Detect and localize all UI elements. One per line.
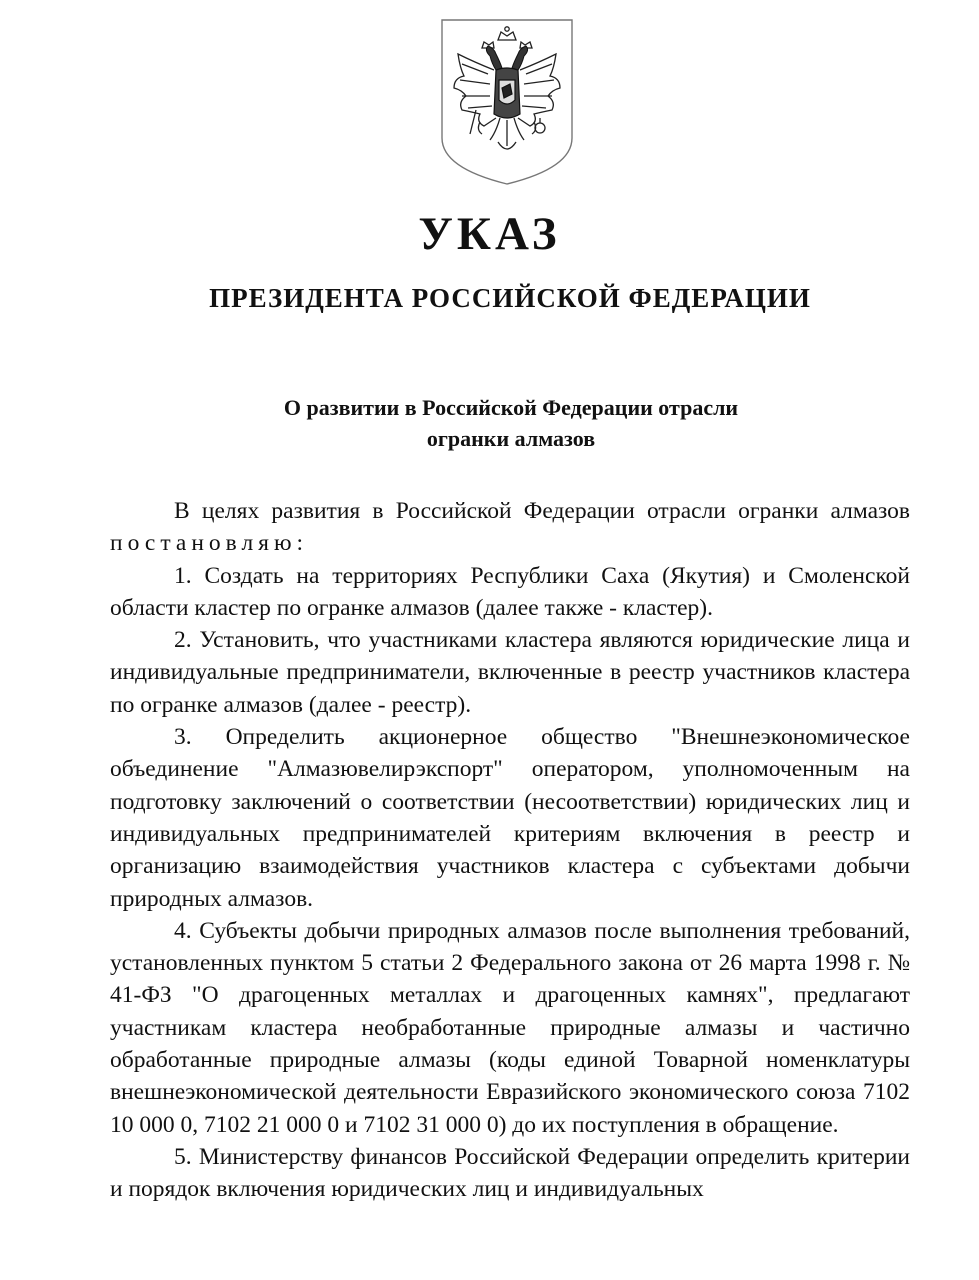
- decree-heading: [0, 392, 979, 454]
- coat-of-arms-icon: [440, 18, 574, 186]
- paragraph-3: 3. Определить акционерное общество "Внешнеэкономическое объединение "Алмазювелирэкспорт" оператором, уполномоченным на подготовку заключений о соответствии (несоответствии) юридических лиц и индивидуальных предпринимателей критериям включения в реестр и организацию взаимодействия участников кластера с субъектами добычи природных алмазов.: [110, 724, 910, 912]
- decree-heading-line-1: О развитии в Российской Федерации отрасли: [283, 395, 739, 420]
- intro-paragraph: [110, 495, 910, 560]
- decree-colon: :: [296, 530, 304, 557]
- decree-body: [110, 495, 910, 1206]
- document-type-title: УКАЗ: [418, 208, 561, 260]
- decree-word: постановляю: [110, 530, 297, 557]
- issuer-subtitle: ПРЕЗИДЕНТА РОССИЙСКОЙ ФЕДЕРАЦИИ: [209, 283, 811, 313]
- paragraph-2: 2. Установить, что участниками кластера являются юридические лица и индивидуальные предприниматели, включенные в реестр участников кластера по огранке алмазов (далее - реестр).: [110, 627, 910, 718]
- paragraph-1: 1. Создать на территориях Республики Саха (Якутия) и Смоленской области кластер по огранке алмазов (далее также - кластер).: [110, 562, 910, 621]
- intro-text: В целях развития в Российской Федерации отрасли огранки алмазов: [174, 498, 910, 524]
- decree-heading-line-2: огранки алмазов: [426, 426, 596, 451]
- paragraph-4: 4. Субъекты добычи природных алмазов после выполнения требований, установленных пунктом 5 статьи 2 Федерального закона от 26 марта 1998 г. № 41-ФЗ "О драгоценных металлах и драгоценных камнях", предлагают участникам кластера необработанные природные алмазы и частично обработанные природные алмазы (коды единой Товарной номенклатуры внешнеэкономической деятельности Евразийского экономического союза 7102 10 000 0, 7102 21 000 0 и 7102 31 000 0) до их поступления в обращение.: [110, 917, 910, 1138]
- paragraph-5: 5. Министерству финансов Российской Федерации определить критерии и порядок включения юридических лиц и индивидуальных: [110, 1143, 910, 1203]
